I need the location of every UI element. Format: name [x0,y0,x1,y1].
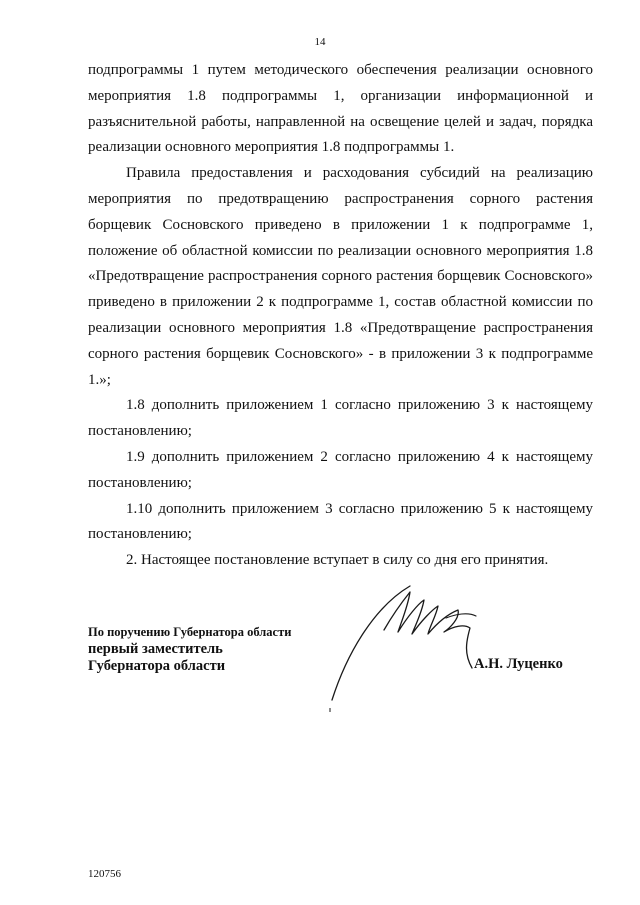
page-number: 14 [314,36,326,48]
signatory-authority-line: По поручению Губернатора области [88,625,292,639]
paragraph: 1.10 дополнить приложением 3 согласно приложению 5 к настоящему постановлению; [88,500,593,543]
paragraph: 2. Настоящее постановление вступает в силу со дня его принятия. [126,552,549,569]
signatory-position-line: Губернатора области [88,658,226,674]
paragraph: Правила предоставления и расходования субсидий на реализацию мероприятия по предотвращению распространения сорного растения борщевик Сосновского приведено в приложении 1 к подпрограмме 1, положение об областной комиссии по реализации основного мероприятия 1.8 «Предотвращение распространения сорного растения борщевик Сосновского» приведено в приложении 2 к подпрограмме 1, состав областной комиссии по реализации основного мероприятия 1.8 «Предотвращение распространения сорного растения борщевик Сосновского» - в приложении 3 к подпрограмме 1.»; [88,165,593,388]
paragraph: 1.8 дополнить приложением 1 согласно приложению 3 к настоящему постановлению; [88,397,593,440]
paragraph: подпрограммы 1 путем методического обеспечения реализации основного мероприятия 1.8 подпрограммы 1, организации информационной и разъяснительной работы, направленной на освещение целей и задач, порядка реализации основного мероприятия 1.8 подпрограммы 1. [88,62,593,156]
signatory-position-line: первый заместитель [88,641,223,657]
paragraph: 1.9 дополнить приложением 2 согласно приложению 4 к настоящему постановлению; [88,448,593,491]
document-body [88,58,593,574]
signer-name: А.Н. Луценко [474,656,563,672]
handwritten-signature [318,572,488,712]
document-code: 120756 [88,868,121,880]
signature-block [88,624,291,675]
